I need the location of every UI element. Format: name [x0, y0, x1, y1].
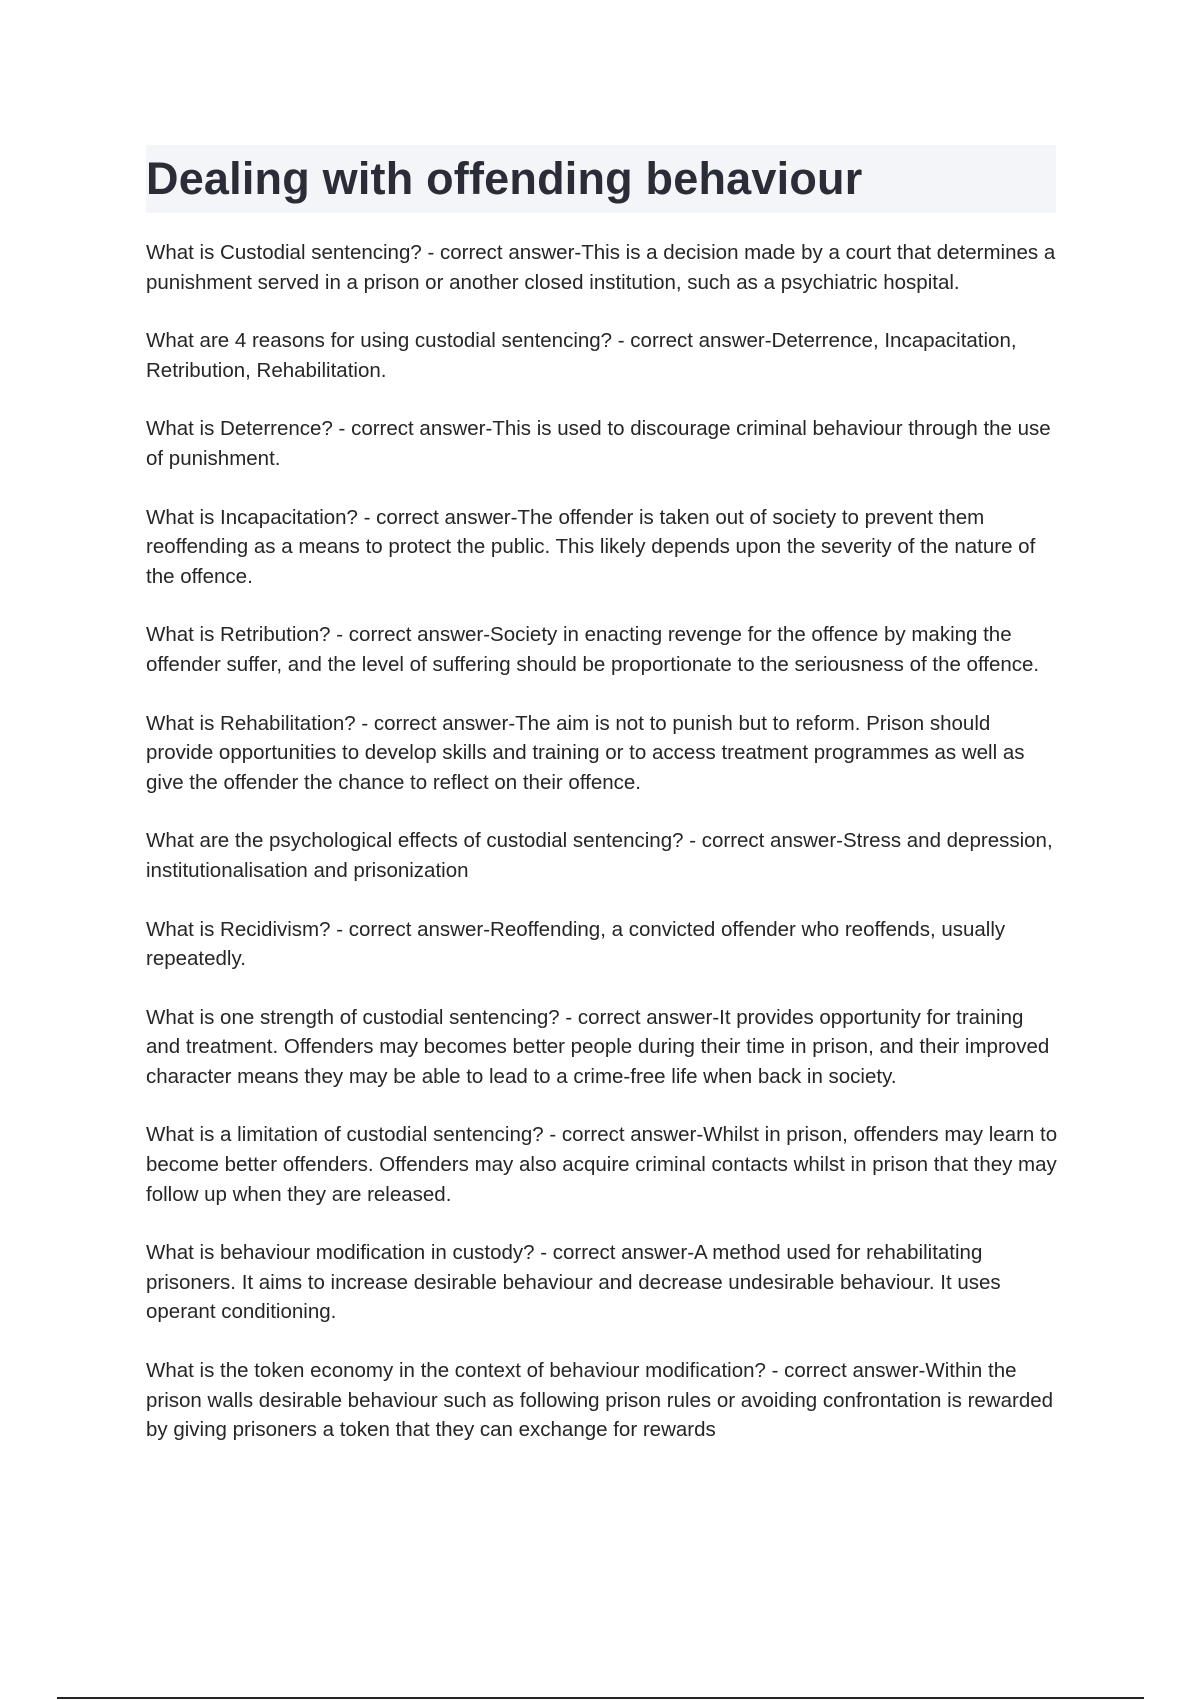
footer-divider — [57, 1697, 1144, 1699]
qa-entry-deterrence: What is Deterrence? - correct answer-This is used to discourage criminal behaviour through the use of punishment. — [146, 417, 1051, 470]
qa-entry-behaviour-modification: What is behaviour modification in custody? - correct answer-A method used for rehabilitating prisoners. It aims to increase desirable behaviour and decrease undesirable behaviour. It uses operant conditioning. — [146, 1241, 1001, 1324]
qa-entry-custodial-sentencing: What is Custodial sentencing? - correct answer-This is a decision made by a court that determines a punishment served in a prison or another closed institution, such as a psychiatric hospital. — [146, 241, 1056, 294]
qa-entry-incapacitation: What is Incapacitation? - correct answer-The offender is taken out of society to prevent them reoffending as a means to protect the public. This likely depends upon the severity of the nature of the offence. — [146, 505, 1036, 588]
qa-entry-token-economy: What is the token economy in the context of behaviour modification? - correct answer-Within the prison walls desirable behaviour such as following prison rules or avoiding confrontation is rewarded by giving prisoners a token that they can exchange for rewards — [146, 1359, 1054, 1442]
page-title: Dealing with offending behaviour — [146, 153, 863, 204]
qa-entry-recidivism: What is Recidivism? - correct answer-Reoffending, a convicted offender who reoffends, usually repeatedly. — [146, 917, 1006, 971]
title-banner — [146, 145, 1056, 213]
qa-entry-rehabilitation: What is Rehabilitation? - correct answer-The aim is not to punish but to reform. Prison should provide opportunities to develop skills and training or to access treatment programmes as well as give the offender the chance to reflect on their offence. — [146, 711, 1025, 794]
qa-entry-limitation: What is a limitation of custodial sentencing? - correct answer-Whilst in prison, offenders may learn to become better offenders. Offenders may also acquire criminal contacts whilst in prison that they may follow up when they are released. — [146, 1123, 1058, 1206]
qa-entry-four-reasons: What are 4 reasons for using custodial sentencing? - correct answer-Deterrence, Incapacitation, Retribution, Rehabilitation. — [146, 329, 1017, 382]
qa-entry-strength: What is one strength of custodial sentencing? - correct answer-It provides opportunity for training and treatment. Offenders may becomes better people during their time in prison, and their improved character means they may be able to lead to a crime-free life when back in society. — [146, 1005, 1050, 1088]
qa-entry-psychological-effects: What are the psychological effects of custodial sentencing? - correct answer-Stress and depression, institutionalisation and prisonization — [146, 829, 1053, 882]
qa-entry-retribution: What is Retribution? - correct answer-Society in enacting revenge for the offence by making the offender suffer, and the level of suffering should be proportionate to the seriousness of the offence. — [146, 623, 1040, 676]
qa-list — [146, 238, 1061, 1474]
